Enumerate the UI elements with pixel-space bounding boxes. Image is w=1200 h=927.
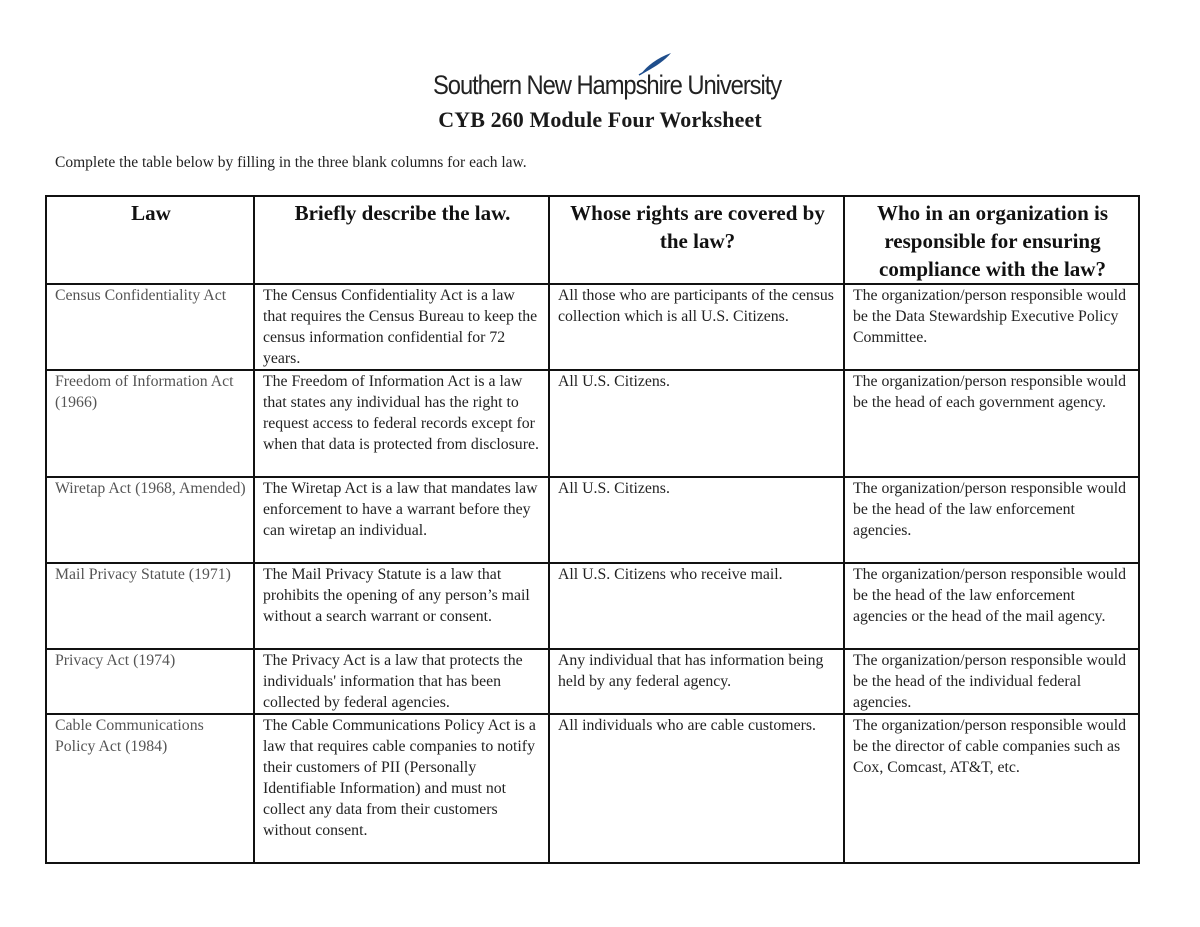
law-cell: Mail Privacy Statute (1971) <box>46 563 254 649</box>
university-logo <box>430 52 782 104</box>
description-cell: The Wiretap Act is a law that mandates law enforcement to have a warrant before they can wiretap an individual. <box>254 477 549 563</box>
university-name: Southern New Hampshire University <box>433 70 782 100</box>
table-row <box>46 563 1139 649</box>
table-row <box>46 477 1139 563</box>
description-cell: The Mail Privacy Statute is a law that prohibits the opening of any person’s mail without a search warrant or consent. <box>254 563 549 649</box>
header-law: Law <box>46 196 254 284</box>
table-row <box>46 649 1139 714</box>
header-responsible: Who in an organization is responsible for ensuring compliance with the law? <box>844 196 1139 284</box>
instructions-text: Complete the table below by filling in the three blank columns for each law. <box>55 154 527 171</box>
rights-cell: All U.S. Citizens who receive mail. <box>549 563 844 649</box>
rights-cell: All U.S. Citizens. <box>549 477 844 563</box>
responsible-cell: The organization/person responsible would be the head of each government agency. <box>844 370 1139 477</box>
description-cell: The Cable Communications Policy Act is a law that requires cable companies to notify their customers of PII (Personally Identifiable Information) and must not collect any data from their customers without consent. <box>254 714 549 863</box>
law-cell: Freedom of Information Act (1966) <box>46 370 254 477</box>
responsible-cell: The organization/person responsible would be the head of the individual federal agencies. <box>844 649 1139 714</box>
rights-cell: All U.S. Citizens. <box>549 370 844 477</box>
responsible-cell: The organization/person responsible would be the Data Stewardship Executive Policy Committee. <box>844 284 1139 370</box>
description-cell: The Census Confidentiality Act is a law that requires the Census Bureau to keep the census information confidential for 72 years. <box>254 284 549 370</box>
law-cell: Census Confidentiality Act <box>46 284 254 370</box>
responsible-cell: The organization/person responsible would be the head of the law enforcement agencies. <box>844 477 1139 563</box>
description-cell: The Privacy Act is a law that protects the individuals' information that has been collected by federal agencies. <box>254 649 549 714</box>
worksheet-title: CYB 260 Module Four Worksheet <box>438 107 762 132</box>
law-cell: Privacy Act (1974) <box>46 649 254 714</box>
law-cell: Wiretap Act (1968, Amended) <box>46 477 254 563</box>
responsible-cell: The organization/person responsible would be the head of the law enforcement agencies or the head of the mail agency. <box>844 563 1139 649</box>
rights-cell: Any individual that has information being held by any federal agency. <box>549 649 844 714</box>
rights-cell: All individuals who are cable customers. <box>549 714 844 863</box>
laws-table <box>45 195 1140 864</box>
header-rights: Whose rights are covered by the law? <box>549 196 844 284</box>
law-cell: Cable Communications Policy Act (1984) <box>46 714 254 863</box>
description-cell: The Freedom of Information Act is a law that states any individual has the right to request access to federal records except for when that data is protected from disclosure. <box>254 370 549 477</box>
table-header-row <box>46 196 1139 284</box>
table-row <box>46 370 1139 477</box>
table-row <box>46 714 1139 863</box>
rights-cell: All those who are participants of the census collection which is all U.S. Citizens. <box>549 284 844 370</box>
table-row <box>46 284 1139 370</box>
header-description: Briefly describe the law. <box>254 196 549 284</box>
responsible-cell: The organization/person responsible would be the director of cable companies such as Cox, Comcast, AT&T, etc. <box>844 714 1139 863</box>
